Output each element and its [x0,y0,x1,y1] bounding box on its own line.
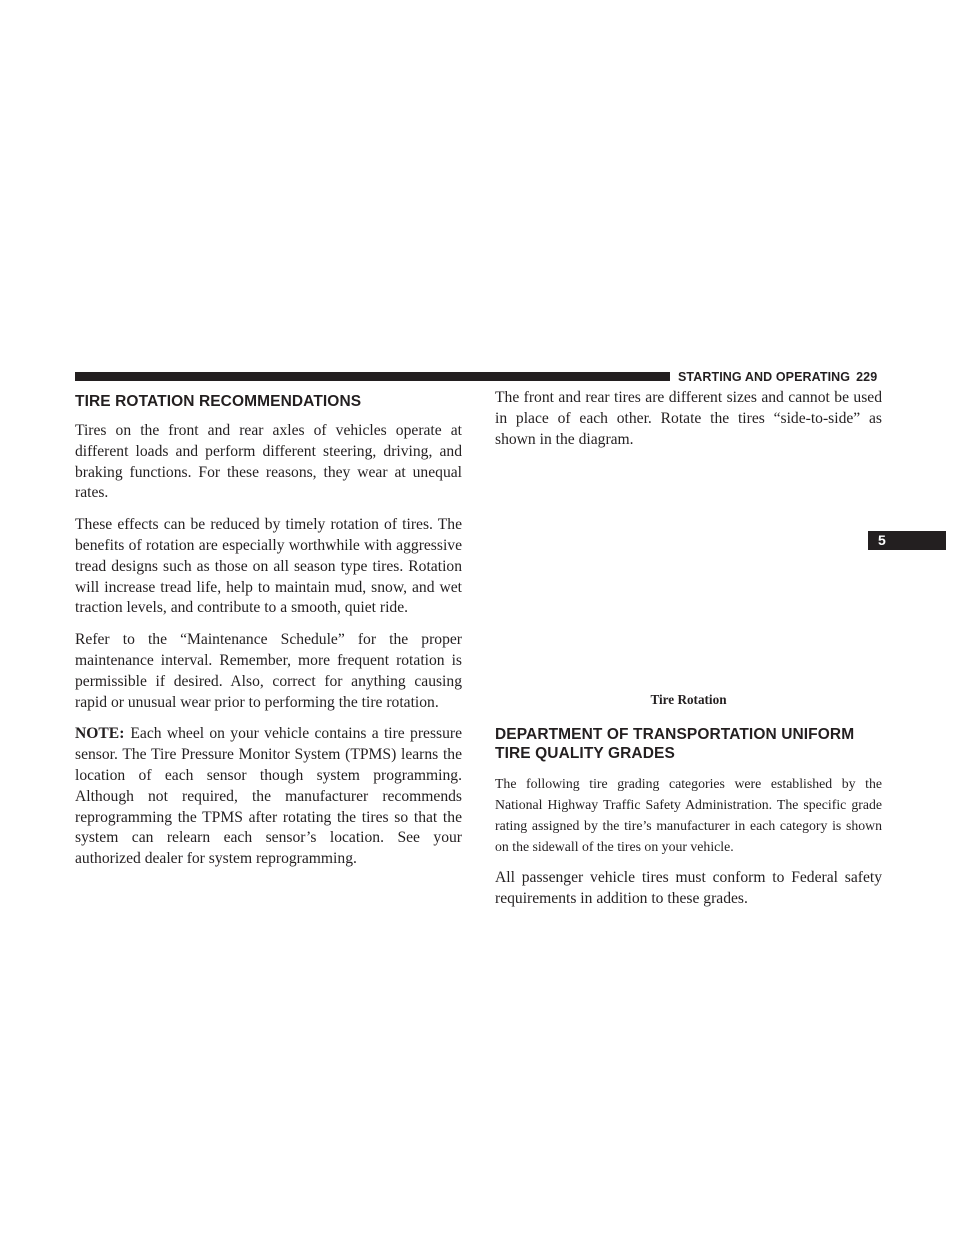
note-text: Each wheel on your vehicle contains a tire pressure sensor. The Tire Pressure Monitor System (TPMS) learns the location of each sensor though system programming. Although not required, the manufacturer recommends reprogramming the TPMS after rotating the tires so that the system can relearn each sensor’s location. See your authorized dealer for system reprogramming. [75,725,462,868]
note-paragraph [75,724,462,870]
figure-caption: Tire Rotation [650,692,727,708]
paragraph: All passenger vehicle tires must conform to Federal safety requirements in addition to these grades. [495,869,882,908]
tire-rotation-figure [495,450,882,725]
header-section-title: STARTING AND OPERATING [678,370,851,384]
left-column [75,392,462,881]
section-heading-tire-rotation: TIRE ROTATION RECOMMENDATIONS [75,393,362,410]
section-heading-utqg: DEPARTMENT OF TRANSPORTATION UNIFORM TIRE QUALITY GRADES [495,726,855,763]
note-label: NOTE: [75,725,125,743]
paragraph: These effects can be reduced by timely rotation of tires. The benefits of rotation are especially worthwhile with aggressive tread designs such as those on all season type tires. Rotation will increase tread life, help to maintain mud, snow, and wet traction levels, and contribute to a smooth, quiet ride. [75,516,462,617]
header-rule [75,372,670,381]
chapter-number: 5 [878,532,886,548]
running-header [678,368,877,386]
page-number: 229 [856,370,878,384]
paragraph: The front and rear tires are different sizes and cannot be used in place of each other. Rotate the tires “side-to-side” as shown in the diagram. [495,389,882,448]
paragraph: The following tire grading categories were established by the National Highway Traffic Safety Administration. The specific grade rating assigned by the tire’s manufacturer in each category is shown on the sidewall of the tires on your vehicle. [495,776,882,855]
right-column [495,388,882,910]
paragraph: Tires on the front and rear axles of vehicles operate at different loads and perform different steering, driving, and braking functions. For these reasons, they wear at unequal rates. [75,422,462,502]
paragraph: Refer to the “Maintenance Schedule” for the proper maintenance interval. Remember, more frequent rotation is permissible if desired. Also, correct for anything causing rapid or unusual wear prior to performing the tire rotation. [75,631,462,711]
utqg-section [495,725,882,910]
